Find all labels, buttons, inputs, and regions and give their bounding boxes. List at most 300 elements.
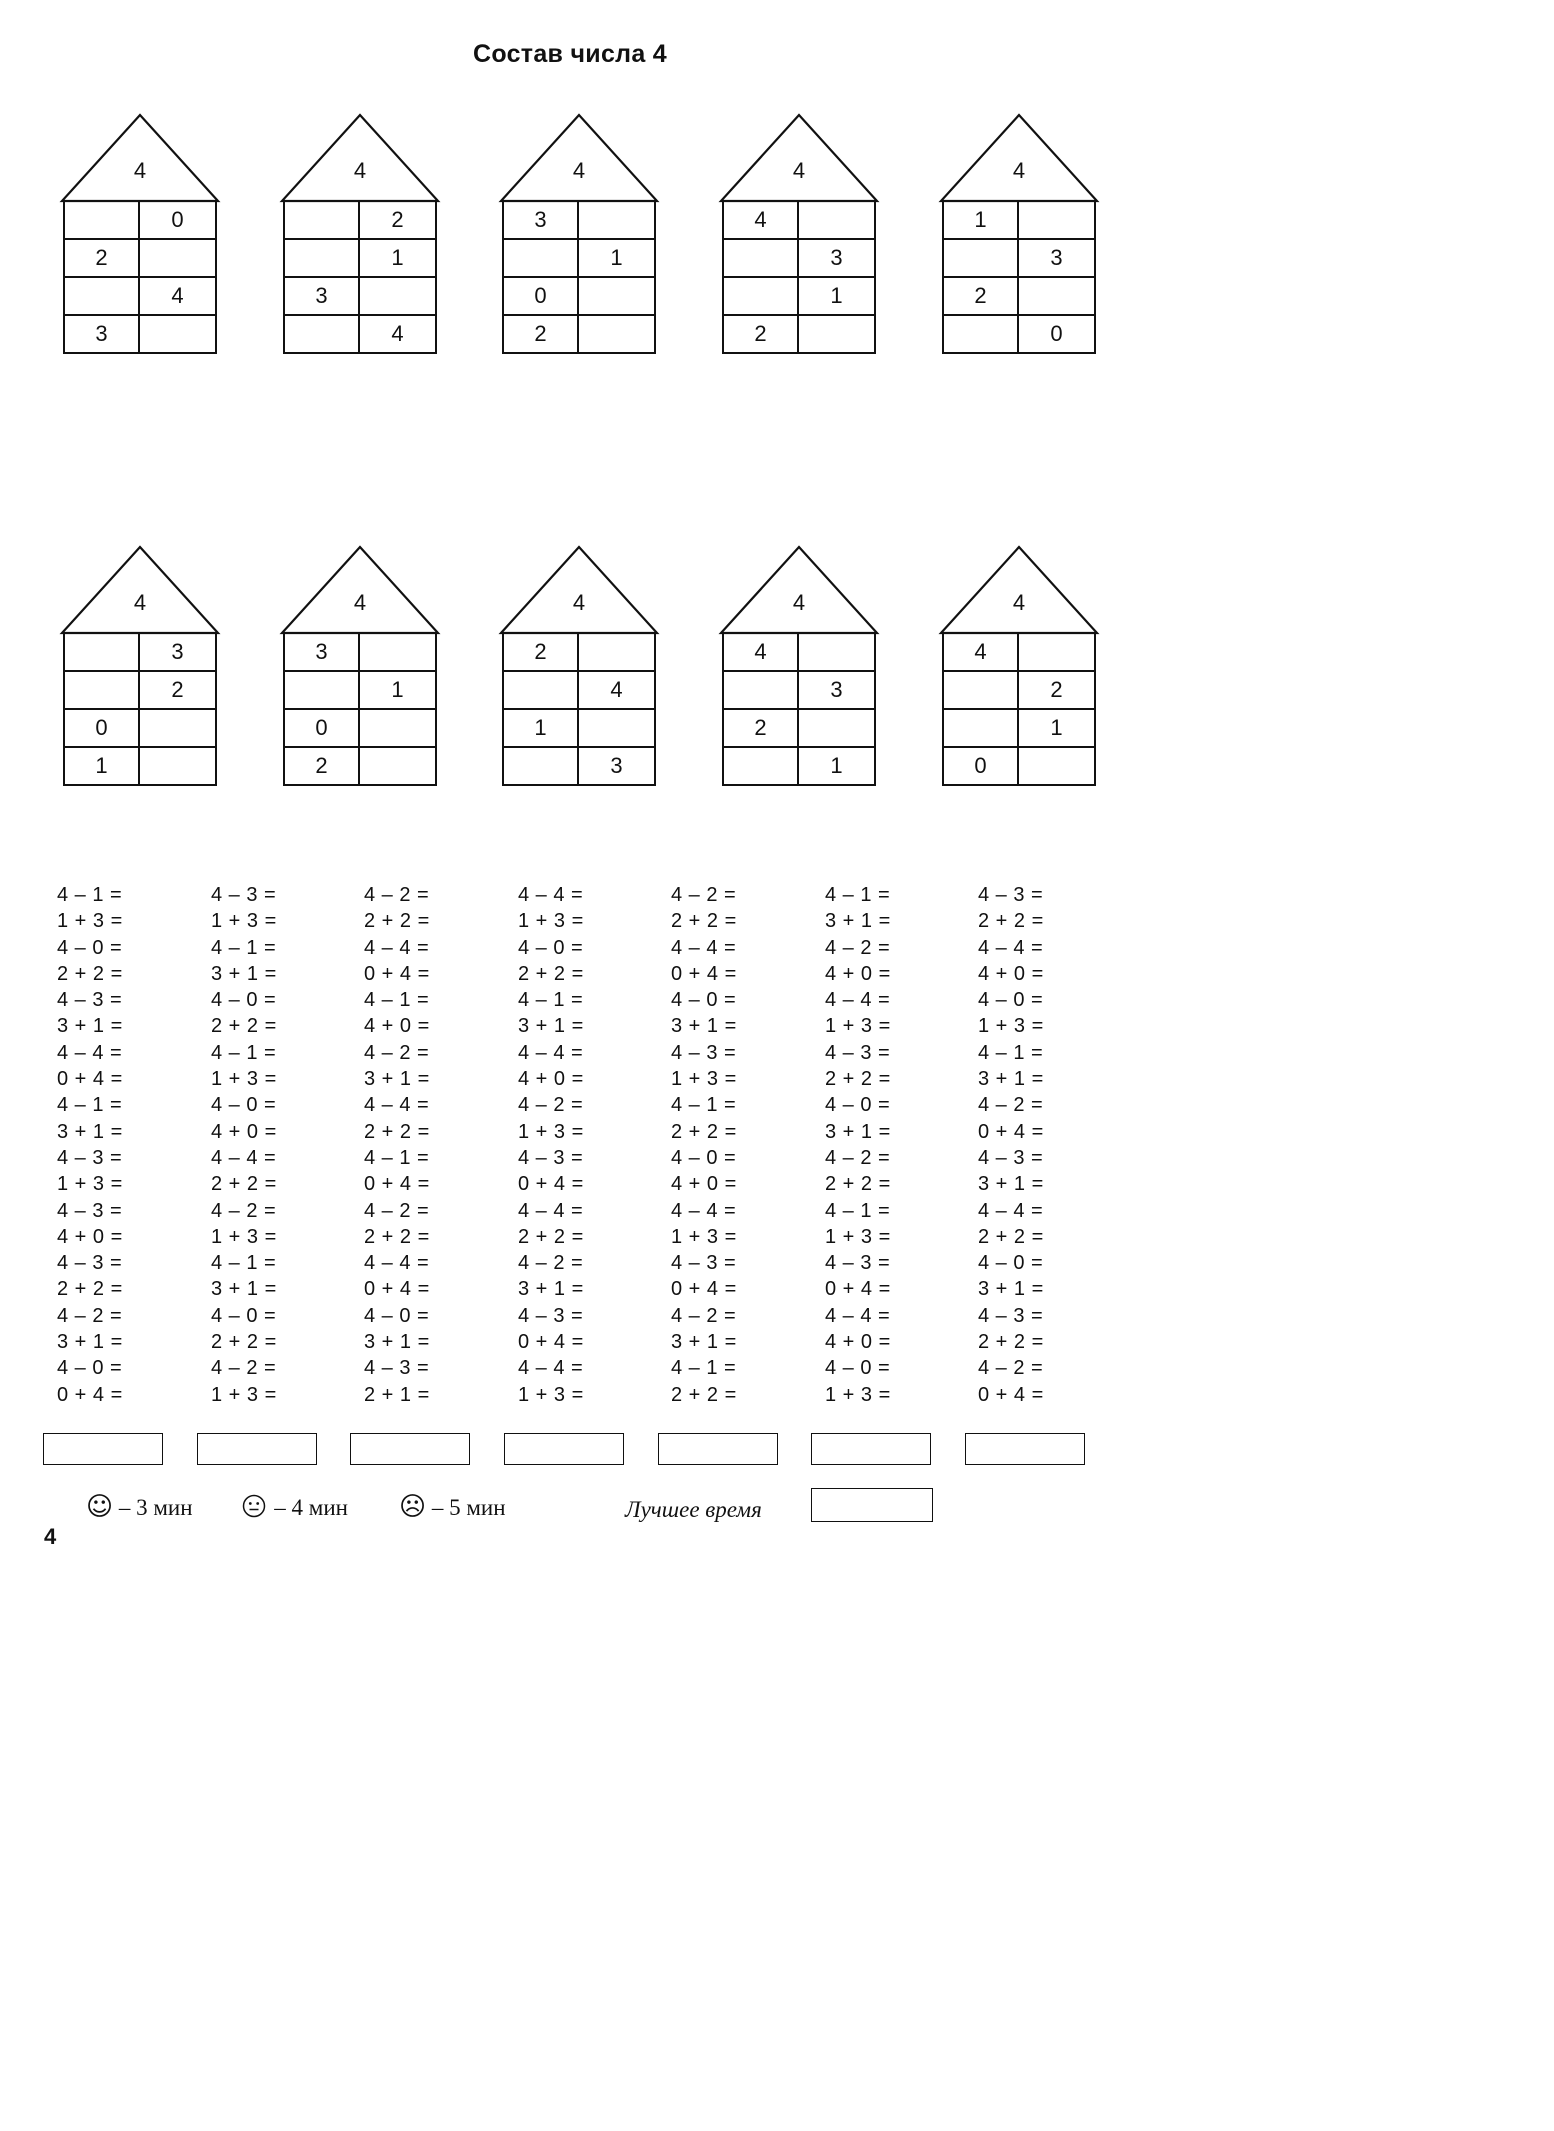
equation: 4 – 3 = — [978, 884, 1044, 906]
house-roof — [500, 546, 658, 634]
equation: 4 – 3 = — [671, 1252, 737, 1275]
equation: 4 – 4 = — [518, 1041, 584, 1064]
house-cell-left[interactable] — [65, 202, 140, 238]
equation: 4 – 1 = — [211, 1252, 277, 1275]
house-cell-right[interactable] — [579, 278, 654, 314]
house-row — [944, 708, 1094, 746]
equation: 3 + 1 = — [57, 1120, 123, 1143]
equation: 4 – 2 = — [518, 1094, 584, 1117]
house-row — [65, 238, 215, 276]
house-grid — [942, 632, 1096, 786]
house-row — [65, 202, 215, 238]
equation: 3 + 1 = — [825, 1120, 891, 1143]
equation: 0 + 4 = — [364, 1173, 430, 1196]
equation: 2 + 2 = — [978, 910, 1044, 933]
equation: 1 + 3 = — [518, 1383, 584, 1406]
equation: 3 + 1 = — [978, 1278, 1044, 1301]
house-cell-right: 0 — [171, 207, 184, 232]
house-grid — [722, 632, 876, 786]
equation: 4 – 2 = — [825, 936, 891, 959]
exercise-column — [364, 882, 484, 1408]
house-row — [285, 708, 435, 746]
equation: 4 – 2 = — [364, 1199, 430, 1222]
equation: 2 + 2 = — [364, 1225, 430, 1248]
time-answer-box[interactable] — [43, 1433, 163, 1465]
equation: 4 – 4 = — [57, 1041, 123, 1064]
house-row — [285, 670, 435, 708]
house-cell-right[interactable] — [799, 634, 874, 670]
house-row — [504, 238, 654, 276]
house-cell-right[interactable] — [360, 278, 435, 314]
house-cell-right: 2 — [1050, 677, 1063, 702]
equation: 2 + 2 = — [671, 1383, 737, 1406]
house-cell-right[interactable] — [1019, 634, 1094, 670]
equation: 3 + 1 = — [364, 1068, 430, 1091]
house-cell-left[interactable] — [504, 748, 579, 784]
equation: 4 – 0 = — [518, 936, 584, 959]
house-grid — [63, 200, 217, 354]
equation: 4 + 0 = — [364, 1015, 430, 1038]
house-row — [724, 746, 874, 784]
house-cell-left: 3 — [285, 278, 360, 314]
equation: 4 – 3 = — [364, 1357, 430, 1380]
exercise-column — [211, 882, 331, 1408]
equation: 3 + 1 = — [57, 1331, 123, 1354]
time-answer-box[interactable] — [811, 1433, 931, 1465]
equation: 4 – 2 = — [57, 1304, 123, 1327]
equation: 4 – 3 = — [57, 1146, 123, 1169]
roof-number: 4 — [792, 590, 806, 615]
equation: 4 – 3 = — [825, 1041, 891, 1064]
equation: 2 + 2 = — [211, 1331, 277, 1354]
equation: 4 – 2 = — [671, 884, 737, 906]
best-time-box[interactable] — [811, 1488, 933, 1522]
house-row — [504, 314, 654, 352]
equation: 4 – 1 = — [978, 1041, 1044, 1064]
legend-happy-text: – 3 мин — [118, 1495, 193, 1520]
smiley-neutral-icon — [242, 1492, 274, 1522]
equation: 0 + 4 = — [364, 1278, 430, 1301]
house-cell-right: 3 — [1050, 245, 1063, 270]
house-cell-left: 3 — [65, 316, 140, 352]
equation: 4 – 3 = — [518, 1304, 584, 1327]
time-answer-box[interactable] — [350, 1433, 470, 1465]
exercise-column — [825, 882, 945, 1408]
equation: 3 + 1 = — [978, 1068, 1044, 1091]
equation: 4 + 0 = — [518, 1068, 584, 1091]
roof-number: 4 — [572, 590, 586, 615]
house-cell-left: 3 — [285, 634, 360, 670]
house-cell-left[interactable] — [944, 240, 1019, 276]
equation: 4 – 1 = — [364, 989, 430, 1012]
house-roof — [61, 114, 219, 202]
equation: 1 + 3 = — [211, 910, 277, 933]
time-answer-box[interactable] — [197, 1433, 317, 1465]
house-roof — [720, 114, 878, 202]
house-row — [504, 276, 654, 314]
house-cell-right[interactable] — [579, 710, 654, 746]
equation: 4 – 4 = — [978, 936, 1044, 959]
number-house — [720, 546, 878, 778]
house-grid — [283, 632, 437, 786]
equation: 2 + 2 = — [978, 1331, 1044, 1354]
equation: 1 + 3 = — [57, 1173, 123, 1196]
exercise-column — [518, 882, 638, 1408]
best-time-label: Лучшее время — [625, 1497, 762, 1522]
equation: 2 + 1 = — [364, 1383, 430, 1406]
house-row — [944, 634, 1094, 670]
roof-number: 4 — [353, 590, 367, 615]
equation: 1 + 3 = — [825, 1225, 891, 1248]
equation: 4 – 4 = — [978, 1199, 1044, 1222]
house-cell-left[interactable] — [944, 316, 1019, 352]
house-cell-left: 2 — [944, 278, 1019, 314]
equation: 4 – 4 = — [518, 1199, 584, 1222]
number-house — [940, 114, 1098, 346]
equation: 1 + 3 = — [518, 910, 584, 933]
house-row — [285, 276, 435, 314]
house-row — [285, 634, 435, 670]
equation: 4 – 2 = — [978, 1094, 1044, 1117]
house-cell-left[interactable] — [285, 240, 360, 276]
equation: 4 – 0 = — [211, 1094, 277, 1117]
number-house — [61, 114, 219, 346]
legend-sad — [399, 1492, 506, 1522]
equation: 4 – 3 = — [978, 1304, 1044, 1327]
equation: 4 – 1 = — [518, 989, 584, 1012]
equation: 3 + 1 = — [978, 1173, 1044, 1196]
equation: 4 – 0 = — [57, 936, 123, 959]
house-cell-right[interactable] — [360, 748, 435, 784]
equation: 4 – 4 = — [518, 1357, 584, 1380]
house-cell-right[interactable] — [140, 710, 215, 746]
house-cell-right[interactable] — [1019, 748, 1094, 784]
equation: 1 + 3 = — [825, 1383, 891, 1406]
equation: 1 + 3 = — [57, 910, 123, 933]
equation: 4 – 1 = — [671, 1357, 737, 1380]
equation: 4 + 0 = — [211, 1120, 277, 1143]
number-house — [281, 546, 439, 778]
equation: 4 – 1 = — [211, 1041, 277, 1064]
house-cell-left[interactable] — [944, 710, 1019, 746]
equation: 3 + 1 = — [825, 910, 891, 933]
equation: 4 – 2 = — [978, 1357, 1044, 1380]
equation: 3 + 1 = — [518, 1278, 584, 1301]
equation: 4 – 1 = — [825, 884, 891, 906]
house-row — [724, 634, 874, 670]
house-cell-right: 3 — [171, 639, 184, 664]
equation: 4 – 1 = — [671, 1094, 737, 1117]
equation: 4 – 2 = — [364, 1041, 430, 1064]
house-cell-right[interactable] — [140, 240, 215, 276]
equation: 3 + 1 = — [364, 1331, 430, 1354]
equation: 4 – 2 = — [671, 1304, 737, 1327]
equation: 4 – 2 = — [211, 1199, 277, 1222]
equation: 4 – 2 = — [211, 1357, 277, 1380]
house-grid — [502, 200, 656, 354]
equation: 4 – 0 = — [978, 989, 1044, 1012]
equation: 1 + 3 = — [211, 1068, 277, 1091]
house-cell-left: 4 — [724, 202, 799, 238]
house-row — [944, 670, 1094, 708]
house-cell-left[interactable] — [285, 202, 360, 238]
house-cell-right[interactable] — [579, 316, 654, 352]
number-house — [500, 114, 658, 346]
house-cell-left: 1 — [65, 748, 140, 784]
house-cell-left[interactable] — [285, 316, 360, 352]
equation: 2 + 2 = — [518, 962, 584, 985]
house-cell-right: 4 — [391, 321, 404, 346]
exercise-column — [978, 882, 1098, 1408]
roof-number: 4 — [572, 158, 586, 183]
house-roof — [500, 114, 658, 202]
house-grid — [502, 632, 656, 786]
equation: 4 + 0 = — [978, 962, 1044, 985]
equation: 4 – 1 = — [211, 936, 277, 959]
house-cell-right[interactable] — [799, 710, 874, 746]
house-cell-left[interactable] — [65, 634, 140, 670]
equation: 4 – 3 = — [671, 1041, 737, 1064]
house-cell-right[interactable] — [579, 634, 654, 670]
equation: 0 + 4 = — [57, 1068, 123, 1091]
house-grid — [283, 200, 437, 354]
equation: 4 – 2 = — [518, 1252, 584, 1275]
roof-number: 4 — [792, 158, 806, 183]
house-cell-left: 0 — [285, 710, 360, 746]
number-house — [500, 546, 658, 778]
house-cell-left: 2 — [724, 316, 799, 352]
house-cell-right[interactable] — [579, 202, 654, 238]
house-cell-right: 3 — [830, 245, 843, 270]
house-cell-left: 0 — [65, 710, 140, 746]
equation: 4 – 4 = — [211, 1146, 277, 1169]
equation: 3 + 1 = — [57, 1015, 123, 1038]
house-cell-left: 3 — [504, 202, 579, 238]
equation: 4 – 0 = — [825, 1094, 891, 1117]
equation: 4 – 1 = — [57, 1094, 123, 1117]
time-answer-box[interactable] — [504, 1433, 624, 1465]
house-roof — [940, 546, 1098, 634]
house-cell-left: 4 — [724, 634, 799, 670]
equation: 1 + 3 = — [518, 1120, 584, 1143]
house-row — [504, 634, 654, 670]
house-cell-right: 4 — [610, 677, 623, 702]
equation: 2 + 2 = — [364, 1120, 430, 1143]
house-cell-left: 2 — [724, 710, 799, 746]
house-row — [724, 670, 874, 708]
equation: 3 + 1 = — [211, 1278, 277, 1301]
page-title: Состав числа 4 — [473, 40, 667, 68]
house-roof — [281, 546, 439, 634]
equation: 4 – 2 = — [825, 1146, 891, 1169]
legend-happy — [86, 1492, 193, 1522]
equation: 4 – 3 = — [57, 1199, 123, 1222]
equation: 1 + 3 = — [211, 1383, 277, 1406]
house-cell-right: 1 — [610, 245, 623, 270]
house-row — [285, 202, 435, 238]
equation: 4 – 1 = — [825, 1199, 891, 1222]
house-cell-left[interactable] — [504, 240, 579, 276]
house-cell-left[interactable] — [724, 672, 799, 708]
number-house — [281, 114, 439, 346]
house-row — [724, 276, 874, 314]
house-cell-right: 1 — [391, 245, 404, 270]
equation: 4 – 3 = — [825, 1252, 891, 1275]
roof-number: 4 — [133, 590, 147, 615]
equation: 4 – 0 = — [671, 989, 737, 1012]
equation: 4 – 3 = — [518, 1146, 584, 1169]
house-cell-left: 2 — [65, 240, 140, 276]
equation: 4 + 0 = — [825, 1331, 891, 1354]
equation: 4 – 0 = — [671, 1146, 737, 1169]
house-cell-right: 4 — [171, 283, 184, 308]
equation: 0 + 4 = — [518, 1331, 584, 1354]
equation: 0 + 4 = — [978, 1383, 1044, 1406]
house-row — [944, 314, 1094, 352]
smiley-sad-icon: ☹ — [399, 1492, 427, 1522]
house-row — [65, 634, 215, 670]
equation: 1 + 3 = — [211, 1225, 277, 1248]
house-cell-left: 0 — [504, 278, 579, 314]
equation: 3 + 1 = — [671, 1331, 737, 1354]
equation: 4 – 3 = — [211, 884, 277, 906]
house-grid — [942, 200, 1096, 354]
equation: 4 – 4 = — [518, 884, 584, 906]
house-cell-left: 0 — [944, 748, 1019, 784]
house-cell-right[interactable] — [1019, 202, 1094, 238]
house-cell-right: 1 — [1050, 715, 1063, 740]
equation: 4 – 4 = — [364, 936, 430, 959]
house-cell-left[interactable] — [65, 278, 140, 314]
roof-number: 4 — [1012, 158, 1026, 183]
equation: 2 + 2 = — [57, 1278, 123, 1301]
equation: 4 – 3 = — [57, 989, 123, 1012]
equation: 2 + 2 = — [671, 910, 737, 933]
house-cell-right: 3 — [610, 753, 623, 778]
house-cell-left[interactable] — [285, 672, 360, 708]
house-cell-right[interactable] — [140, 316, 215, 352]
equation: 2 + 2 = — [518, 1225, 584, 1248]
house-cell-right: 0 — [1050, 321, 1063, 346]
house-cell-right[interactable] — [360, 634, 435, 670]
equation: 2 + 2 = — [978, 1225, 1044, 1248]
house-grid — [63, 632, 217, 786]
house-cell-right: 1 — [830, 753, 843, 778]
house-row — [724, 202, 874, 238]
equation: 0 + 4 = — [518, 1173, 584, 1196]
equation: 2 + 2 = — [211, 1015, 277, 1038]
house-grid — [722, 200, 876, 354]
house-cell-left[interactable] — [65, 672, 140, 708]
house-cell-right: 1 — [830, 283, 843, 308]
house-cell-right: 2 — [171, 677, 184, 702]
equation: 0 + 4 = — [57, 1383, 123, 1406]
exercise-column — [671, 882, 791, 1408]
house-cell-left: 1 — [504, 710, 579, 746]
house-cell-right: 2 — [391, 207, 404, 232]
house-roof — [281, 114, 439, 202]
equation: 4 – 0 = — [364, 1304, 430, 1327]
roof-number: 4 — [353, 158, 367, 183]
house-row — [285, 746, 435, 784]
page-number: 4 — [44, 1524, 57, 1549]
equation: 4 – 4 = — [364, 1252, 430, 1275]
equation: 4 – 4 = — [671, 936, 737, 959]
house-row — [504, 746, 654, 784]
equation: 4 – 0 = — [825, 1357, 891, 1380]
equation: 3 + 1 = — [671, 1015, 737, 1038]
house-cell-left: 2 — [504, 316, 579, 352]
equation: 1 + 3 = — [825, 1015, 891, 1038]
equation: 0 + 4 = — [825, 1278, 891, 1301]
equation: 4 + 0 = — [671, 1173, 737, 1196]
house-row — [285, 314, 435, 352]
equation: 1 + 3 = — [671, 1068, 737, 1091]
roof-number: 4 — [133, 158, 147, 183]
house-cell-right[interactable] — [140, 748, 215, 784]
house-cell-right[interactable] — [799, 202, 874, 238]
equation: 0 + 4 = — [671, 1278, 737, 1301]
equation: 4 – 4 = — [364, 1094, 430, 1117]
house-row — [65, 314, 215, 352]
house-row — [65, 746, 215, 784]
equation: 4 – 4 = — [825, 1304, 891, 1327]
house-row — [724, 238, 874, 276]
house-cell-right[interactable] — [799, 316, 874, 352]
equation: 4 – 4 = — [825, 989, 891, 1012]
legend-neutral-text: – 4 мин — [274, 1495, 348, 1520]
house-cell-left[interactable] — [724, 748, 799, 784]
house-cell-right[interactable] — [360, 710, 435, 746]
house-row — [724, 708, 874, 746]
house-cell-left: 2 — [285, 748, 360, 784]
equation: 2 + 2 = — [825, 1068, 891, 1091]
number-house — [720, 114, 878, 346]
house-cell-right: 3 — [830, 677, 843, 702]
equation: 4 – 1 = — [57, 884, 123, 906]
house-row — [944, 238, 1094, 276]
house-cell-left: 4 — [944, 634, 1019, 670]
house-cell-left[interactable] — [724, 278, 799, 314]
house-cell-left[interactable] — [724, 240, 799, 276]
house-cell-left[interactable] — [504, 672, 579, 708]
time-answer-box[interactable] — [658, 1433, 778, 1465]
equation: 1 + 3 = — [978, 1015, 1044, 1038]
number-house — [61, 546, 219, 778]
house-row — [944, 276, 1094, 314]
house-row — [944, 746, 1094, 784]
house-row — [944, 202, 1094, 238]
roof-number: 4 — [1012, 590, 1026, 615]
equation: 4 – 0 = — [211, 989, 277, 1012]
house-roof — [61, 546, 219, 634]
legend-sad-text: – 5 мин — [431, 1495, 506, 1520]
equation: 1 + 3 = — [671, 1225, 737, 1248]
equation: 2 + 2 = — [825, 1173, 891, 1196]
house-cell-left[interactable] — [944, 672, 1019, 708]
equation: 4 – 1 = — [364, 1146, 430, 1169]
house-cell-right[interactable] — [1019, 278, 1094, 314]
equation: 4 – 2 = — [364, 884, 430, 906]
equation: 4 – 3 = — [57, 1252, 123, 1275]
time-answer-box[interactable] — [965, 1433, 1085, 1465]
equation: 4 – 4 = — [671, 1199, 737, 1222]
house-roof — [720, 546, 878, 634]
equation: 3 + 1 = — [518, 1015, 584, 1038]
equation: 2 + 2 = — [671, 1120, 737, 1143]
house-cell-right: 1 — [391, 677, 404, 702]
house-row — [504, 670, 654, 708]
